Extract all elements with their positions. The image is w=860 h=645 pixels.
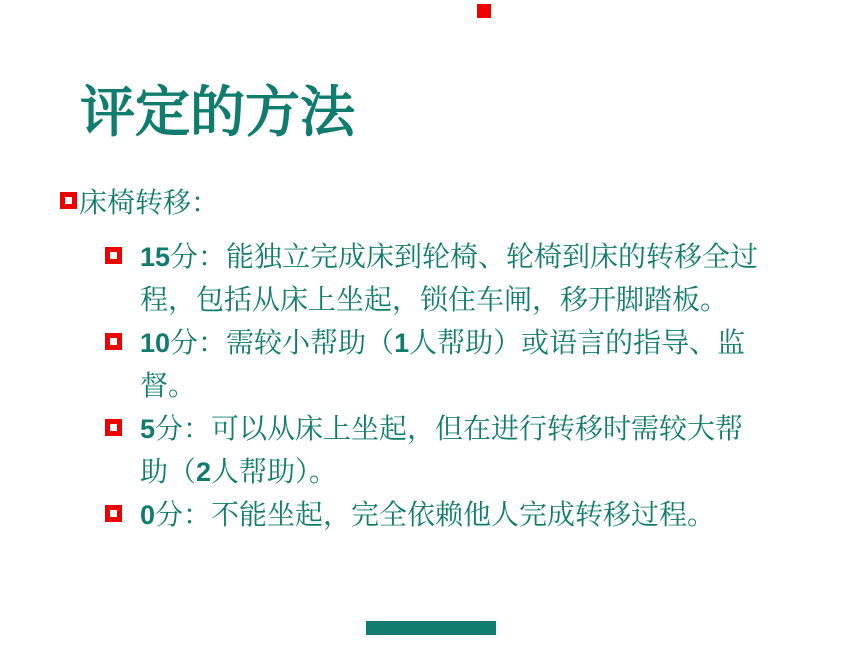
item-text-segment: 督。	[140, 371, 197, 402]
item-text-segment: 人帮助）。	[211, 457, 338, 488]
item-text-line	[140, 322, 830, 365]
list-item	[60, 408, 830, 494]
score-number: 0	[140, 500, 156, 530]
bullet-square-icon	[105, 333, 122, 350]
bullet-square-icon	[105, 505, 122, 522]
item-text-segment: 分：需较小帮助（	[170, 328, 395, 359]
top-red-square-decoration	[477, 4, 491, 18]
item-text-segment: 人帮助）或语言的指导、监	[409, 328, 746, 359]
item-text-segment: 分：可以从床上坐起，但在进行转移时需较大帮	[155, 414, 744, 445]
item-text-segment: 分：能独立完成床到轮椅、轮椅到床的转移全过	[170, 242, 759, 273]
bottom-teal-bar-decoration	[366, 621, 496, 635]
score-number: 1	[394, 328, 410, 358]
item-text-segment: 助（	[140, 457, 197, 488]
item-text-segment: 程，包括从床上坐起，锁住车闸，移开脚踏板。	[140, 285, 729, 316]
sub-item-list	[60, 236, 830, 537]
bullet-square-icon	[60, 192, 77, 209]
score-number: 2	[196, 457, 212, 487]
score-number: 10	[140, 328, 171, 358]
bullet-square-icon	[105, 247, 122, 264]
slide-title: 评定的方法	[80, 81, 356, 143]
item-text-line	[140, 408, 830, 451]
bullet-square-icon	[105, 419, 122, 436]
score-number: 15	[140, 242, 171, 272]
list-heading-label: 床椅转移：	[79, 188, 220, 219]
slide-body	[60, 186, 830, 537]
item-text-line	[140, 236, 830, 279]
item-text-line	[140, 279, 830, 322]
item-text-line	[140, 451, 830, 494]
item-text-line	[140, 365, 830, 408]
list-item	[60, 494, 830, 537]
score-number: 5	[140, 414, 156, 444]
list-item	[60, 236, 830, 322]
list-item	[60, 322, 830, 408]
list-heading-row	[60, 186, 830, 222]
item-text-line	[140, 494, 830, 537]
item-text-segment: 分：不能坐起，完全依赖他人完成转移过程。	[155, 500, 716, 531]
